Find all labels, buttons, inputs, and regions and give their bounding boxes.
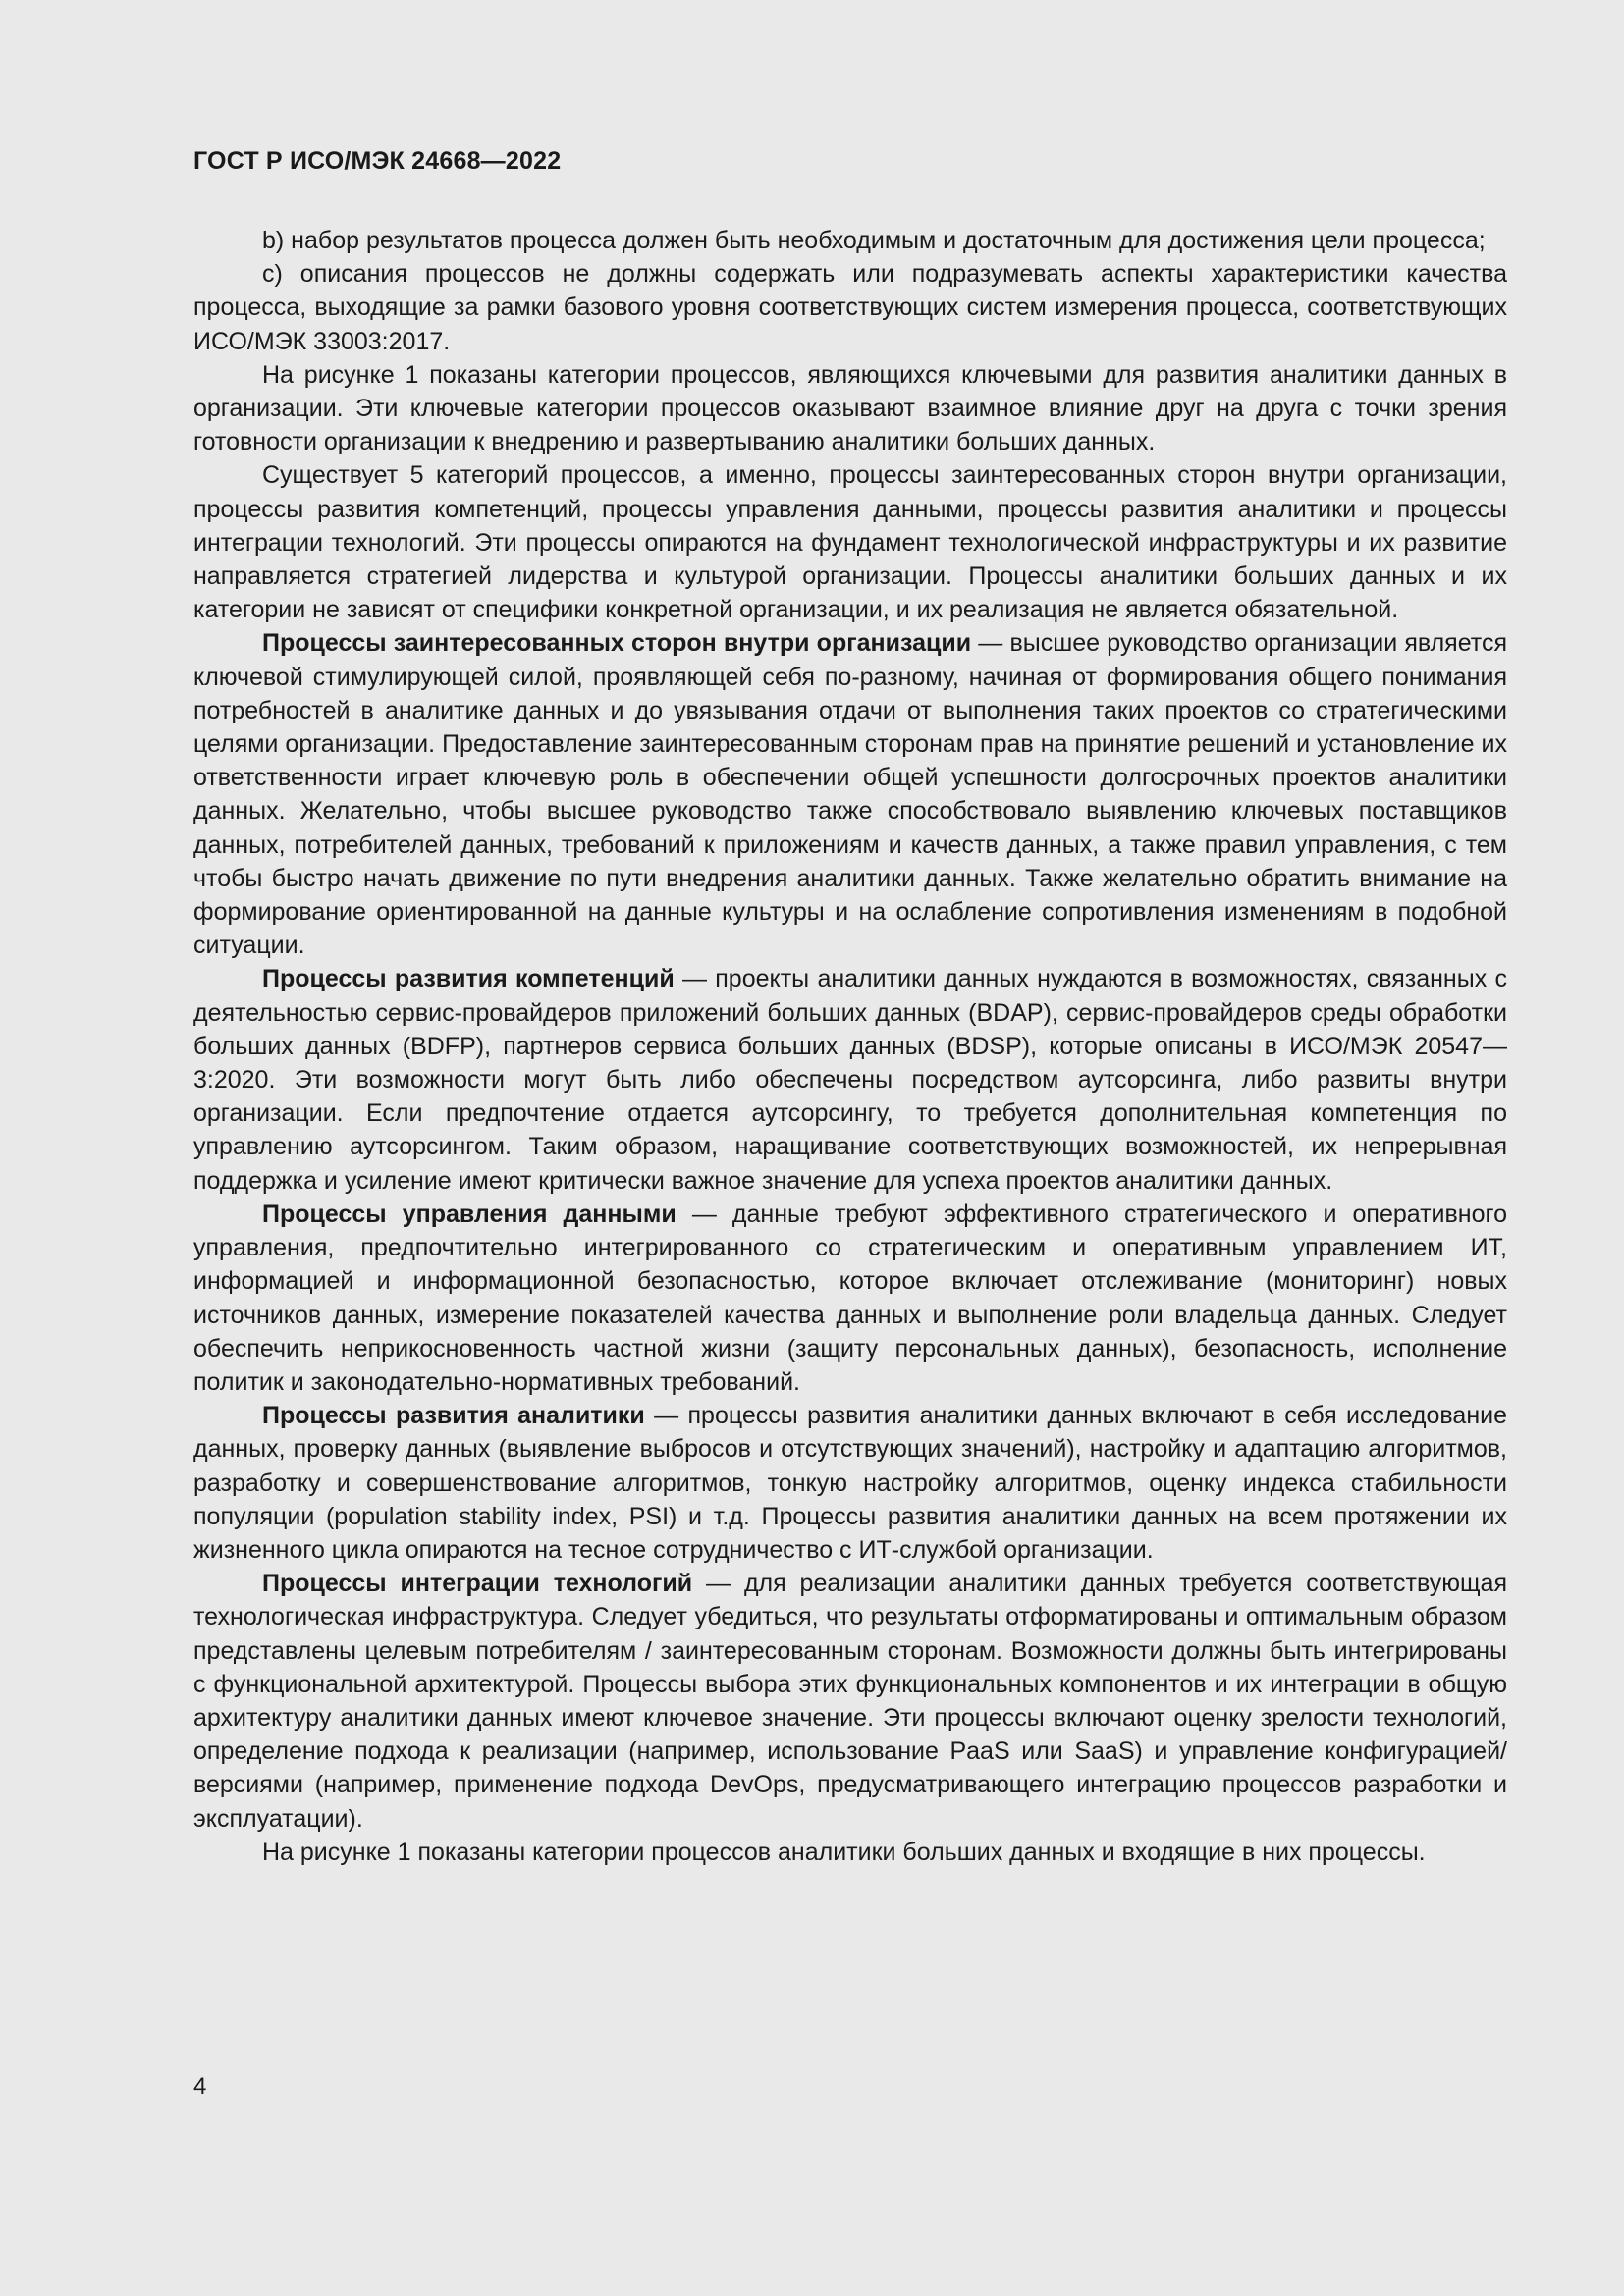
- paragraph-categories-overview: [193, 458, 1507, 626]
- paragraph-text: — процессы развития аналитики данных включают в себя исследование данных, проверку данных (выявление выбросов и отсутствующих значений), настройку и адаптацию алгоритмов, разработку и совершенствование алгоритмов, тонкую настройку алгоритмов, оценку индекса стабильности популяции (population stability index, PSI) и т.д. Процессы развития аналитики данных на всем протяжении их жизненного цикла опираются на тесное сотрудничество с ИТ-службой организации.: [193, 1402, 1507, 1564]
- paragraph-figure-reference: [193, 1836, 1507, 1869]
- paragraph-competence-processes: [193, 962, 1507, 1197]
- paragraph-item-c: [193, 257, 1507, 358]
- paragraph-text: — данные требуют эффективного стратегического и оперативного управления, предпочтительно интегрированного со стратегическим и оперативным управлением ИТ, информацией и информационной безопасностью, которое включает отслеживание (мониторинг) новых источников данных, измерение показателей качества данных и выполнение роли владельца данных. Следует обеспечить неприкосновенность частной жизни (защиту персональных данных), безопасность, исполнение политик и законодательно-нормативных требований.: [193, 1200, 1507, 1396]
- paragraph-text: — для реализации аналитики данных требуется соответствующая технологическая инфраструктура. Следует убедиться, что результаты отформатированы и оптимальным образом представлены целевым потребителям / заинтересованным сторонам. Возможности должны быть интегрированы с функциональной архитектурой. Процессы выбора этих функциональных компонентов и их интеграции в общую архитектуру аналитики данных имеют ключевое значение. Эти процессы включают оценку зрелости технологий, определение подхода к реализации (например, использование PaaS или SaaS) и управление конфигурацией/версиями (например, применение подхода DevOps, предусматривающего интеграцию процессов разработки и эксплуатации).: [193, 1570, 1507, 1833]
- document-body: [193, 224, 1507, 1869]
- paragraph-text: — проекты аналитики данных нуждаются в возможностях, связанных с деятельностью сервис-провайдеров приложений больших данных (BDAP), сервис-провайдеров среды обработки больших данных (BDFP), партнеров сервиса больших данных (BDSP), которые описаны в ИСО/МЭК 20547—3:2020. Эти возможности могут быть либо обеспечены посредством аутсорсинга, либо развиты внутри организации. Если предпочтение отдается аутсорсингу, то требуется дополнительная компетенция по управлению аутсорсингом. Таким образом, наращивание соответствующих возможностей, их непрерывная поддержка и усиление имеют критически важное значение для успеха проектов аналитики данных.: [193, 965, 1507, 1195]
- paragraph-text: b) набор результатов процесса должен быть необходимым и достаточным для достижения цели процесса;: [262, 227, 1486, 254]
- paragraph-figure-intro: [193, 358, 1507, 459]
- paragraph-stakeholder-processes: [193, 626, 1507, 962]
- paragraph-data-management-processes: [193, 1198, 1507, 1399]
- paragraph-term: Процессы развития компетенций: [262, 965, 675, 993]
- paragraph-item-b: [193, 224, 1507, 257]
- paragraph-term: Процессы развития аналитики: [262, 1402, 645, 1430]
- paragraph-technology-integration-processes: [193, 1567, 1507, 1836]
- paragraph-text: — высшее руководство организации является ключевой стимулирующей силой, проявляющей себя по-разному, начиная от формирования общего понимания потребностей в аналитике данных и до увязывания отдачи от выполнения таких проектов со стратегическими целями организации. Предоставление заинтересованным сторонам прав на принятие решений и установление их ответственности играет ключевую роль в обеспечении общей успешности долгосрочных проектов аналитики данных. Желательно, чтобы высшее руководство также способствовало выявлению ключевых поставщиков данных, потребителей данных, требований к приложениям и качеств данных, а также правил управления, с тем чтобы быстро начать движение по пути внедрения аналитики данных. Также желательно обратить внимание на формирование ориентированной на данные культуры и на ослабление сопротивления изменениям в подобной ситуации.: [193, 629, 1508, 960]
- paragraph-analytics-processes: [193, 1399, 1507, 1567]
- paragraph-text: c) описания процессов не должны содержать или подразумевать аспекты характеристики качества процесса, выходящие за рамки базового уровня соответствующих систем измерения процесса, соответствующих ИСО/МЭК 33003:2017.: [193, 260, 1507, 355]
- paragraph-text: Существует 5 категорий процессов, а именно, процессы заинтересованных сторон внутри организации, процессы развития компетенций, процессы управления данными, процессы развития аналитики и процессы интеграции технологий. Эти процессы опираются на фундамент технологической инфраструктуры и их развитие направляется стратегией лидерства и культурой организации. Процессы аналитики больших данных и их категории не зависят от специфики конкретной организации, и их реализация не является обязательной.: [193, 461, 1507, 624]
- paragraph-term: Процессы заинтересованных сторон внутри организации: [262, 629, 972, 658]
- paragraph-text: На рисунке 1 показаны категории процессов аналитики больших данных и входящие в них процессы.: [262, 1838, 1426, 1866]
- paragraph-text: На рисунке 1 показаны категории процессов, являющихся ключевыми для развития аналитики данных в организации. Эти ключевые категории процессов оказывают взаимное влияние друг на друга с точки зрения готовности организации к внедрению и развертыванию аналитики больших данных.: [193, 360, 1507, 456]
- paragraph-term: Процессы интеграции технологий: [262, 1570, 693, 1598]
- page-number: 4: [193, 2073, 207, 2100]
- standard-code-header: ГОСТ Р ИСО/МЭК 24668—2022: [193, 147, 562, 175]
- paragraph-term: Процессы управления данными: [262, 1200, 677, 1228]
